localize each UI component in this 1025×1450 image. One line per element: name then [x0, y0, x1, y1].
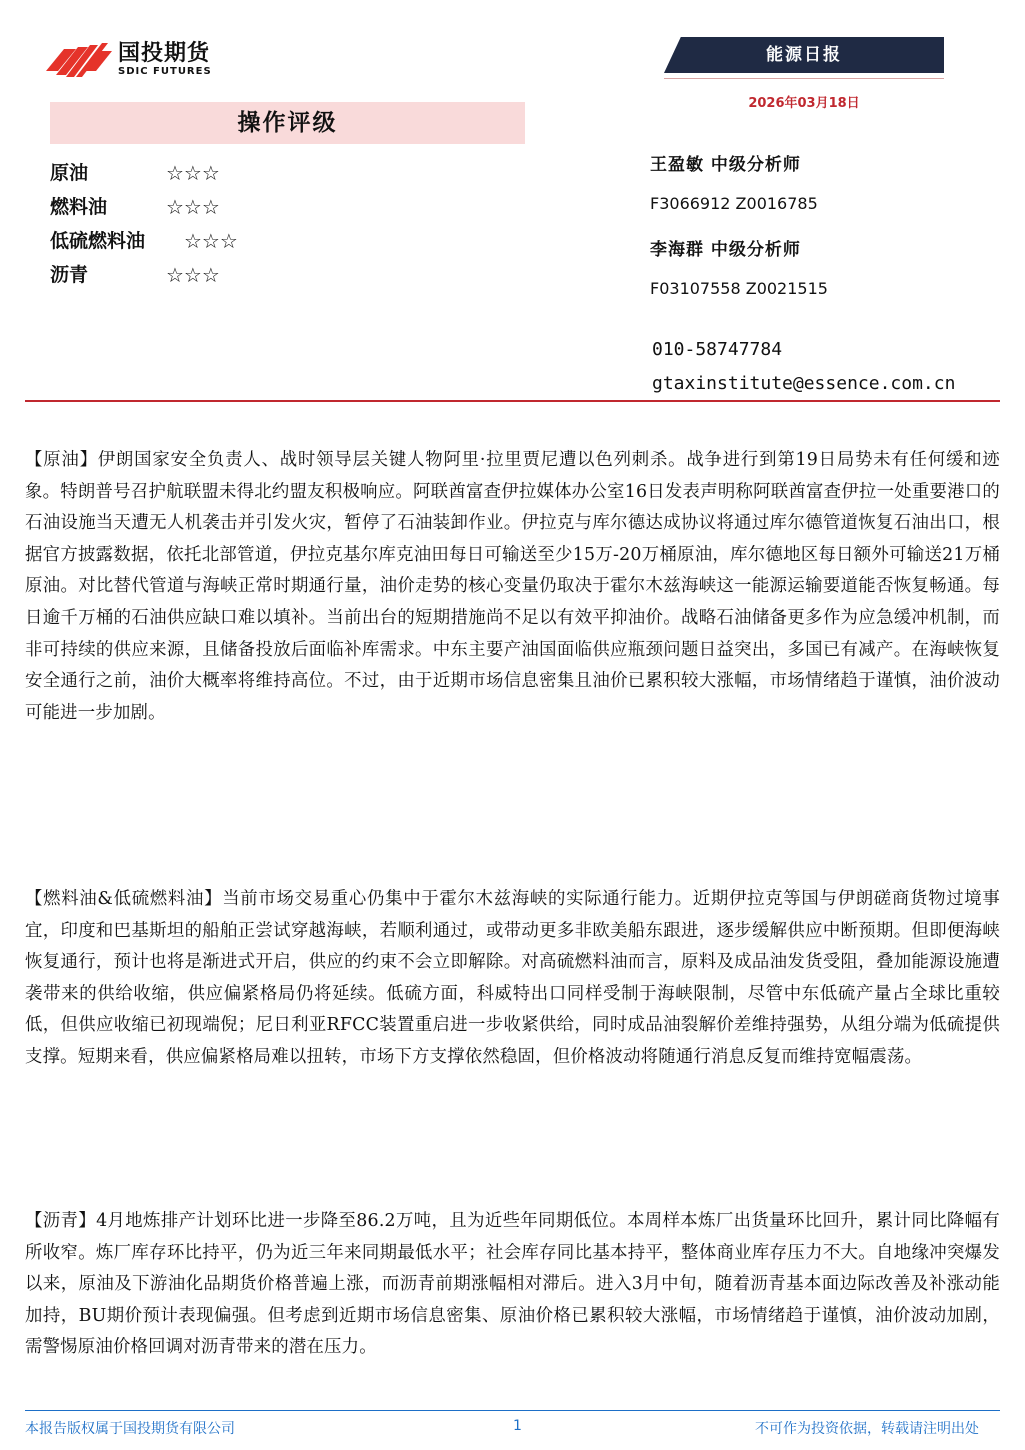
report-date: 2026年03月18日 — [748, 96, 860, 111]
section-fuel-oil: 【燃料油&低硫燃料油】当前市场交易重心仍集中于霍尔木兹海峡的实际通行能力。近期伊拉克等国与伊朗磋商货物过境事宜，印度和巴基斯坦的船舶正尝试穿越海峡，若顺利通过，或带动更多非欧美船东跟进，逐步缓解供应中断预期。但即便海峡恢复通行，预计也将是渐进式开启，供应的约束不会立即解除。对高硫燃料油而言，原料及成品油发货受阻，叠加能源设施遭袭带来的供给收缩，供应偏紧格局仍将延续。低硫方面，科威特出口同样受制于海峡限制，尽管中东低硫产量占全球比重较低，但供应收缩已初现端倪；尼日利亚RFCC装置重启进一步收紧供给，同时成品油裂解价差维持强势，从组分端为低硫提供支撑。短期来看，供应偏紧格局难以扭转，市场下方支撑依然稳固，但价格波动将随通行消息反复而维持宽幅震荡。 — [25, 889, 1000, 1067]
header-divider — [664, 78, 944, 79]
sdic-logo-icon — [44, 41, 114, 79]
rating-title: 操作评级 — [50, 102, 525, 144]
star-rating-icon: ☆☆☆ — [166, 263, 220, 287]
star-rating-icon: ☆☆☆ — [166, 195, 220, 219]
brand-name-cn: 国投期货 — [118, 41, 211, 66]
footer-disclaimer: 不可作为投资依据，转载请注明出处 — [755, 1421, 979, 1437]
company-logo — [44, 40, 212, 80]
analyst-license: F03107558 Z0021515 — [650, 279, 828, 298]
star-rating-icon: ☆☆☆ — [166, 161, 220, 185]
report-type-label: 能源日报 — [766, 45, 842, 65]
rating-name: 低硫燃料油 — [50, 230, 146, 252]
contact-phone: 010-58747784 — [652, 339, 783, 360]
footer-copyright: 本报告版权属于国投期货有限公司 — [25, 1421, 235, 1437]
contact-email[interactable]: gtaxinstitute@essence.com.cn — [652, 373, 956, 394]
rating-name: 沥青 — [50, 264, 89, 286]
analyst-license: F3066912 Z0016785 — [650, 194, 818, 213]
analyst-name: 李海群 中级分析师 — [650, 240, 801, 260]
report-type-tag — [664, 37, 944, 73]
brand-name-en: SDIC FUTURES — [118, 66, 212, 77]
section-bitumen: 【沥青】4月地炼排产计划环比进一步降至86.2万吨，且为近些年同期低位。本周样本炼厂出货量环比回升，累计同比降幅有所收窄。炼厂库存环比持平，仍为近三年来同期最低水平；社会库存同比基本持平，整体商业库存压力不大。自地缘冲突爆发以来，原油及下游油化品期货价格普遍上涨，而沥青前期涨幅相对滞后。进入3月中旬，随着沥青基本面边际改善及补涨动能加持，BU期价预计表现偏强。但考虑到近期市场信息密集、原油价格已累积较大涨幅，市场情绪趋于谨慎，油价波动加剧，需警惕原油价格回调对沥青带来的潜在压力。 — [25, 1211, 1000, 1358]
rating-name: 燃料油 — [50, 196, 108, 218]
section-crude-oil: 【原油】伊朗国家安全负责人、战时领导层关键人物阿里·拉里贾尼遭以色列刺杀。战争进行到第19日局势未有任何缓和迹象。特朗普号召护航联盟未得北约盟友积极响应。阿联酋富查伊拉媒体办公室16日发表声明称阿联酋富查伊拉一处重要港口的石油设施当天遭无人机袭击并引发火灾，暂停了石油装卸作业。伊拉克与库尔德达成协议将通过库尔德管道恢复石油出口，根据官方披露数据，依托北部管道，伊拉克基尔库克油田每日可输送至少15万-20万桶原油，库尔德地区每日额外可输送21万桶原油。对比替代管道与海峡正常时期通行量，油价走势的核心变量仍取决于霍尔木兹海峡这一能源运输要道能否恢复畅通。每日逾千万桶的石油供应缺口难以填补。当前出台的短期措施尚不足以有效平抑油价。战略石油储备更多作为应急缓冲机制，而非可持续的供应来源，且储备投放后面临补库需求。中东主要产油国面临供应瓶颈问题日益突出，多国已有减产。在海峡恢复安全通行之前，油价大概率将维持高位。不过，由于近期市场信息密集且油价已累积较大涨幅，市场情绪趋于谨慎，油价波动可能进一步加剧。 — [25, 450, 1000, 723]
rating-name: 原油 — [50, 162, 89, 184]
page-number: 1 — [513, 1418, 522, 1434]
footer-divider — [25, 1410, 1000, 1411]
star-rating-icon: ☆☆☆ — [184, 229, 238, 253]
analyst-name: 王盈敏 中级分析师 — [650, 155, 801, 175]
section-divider — [25, 400, 1000, 402]
